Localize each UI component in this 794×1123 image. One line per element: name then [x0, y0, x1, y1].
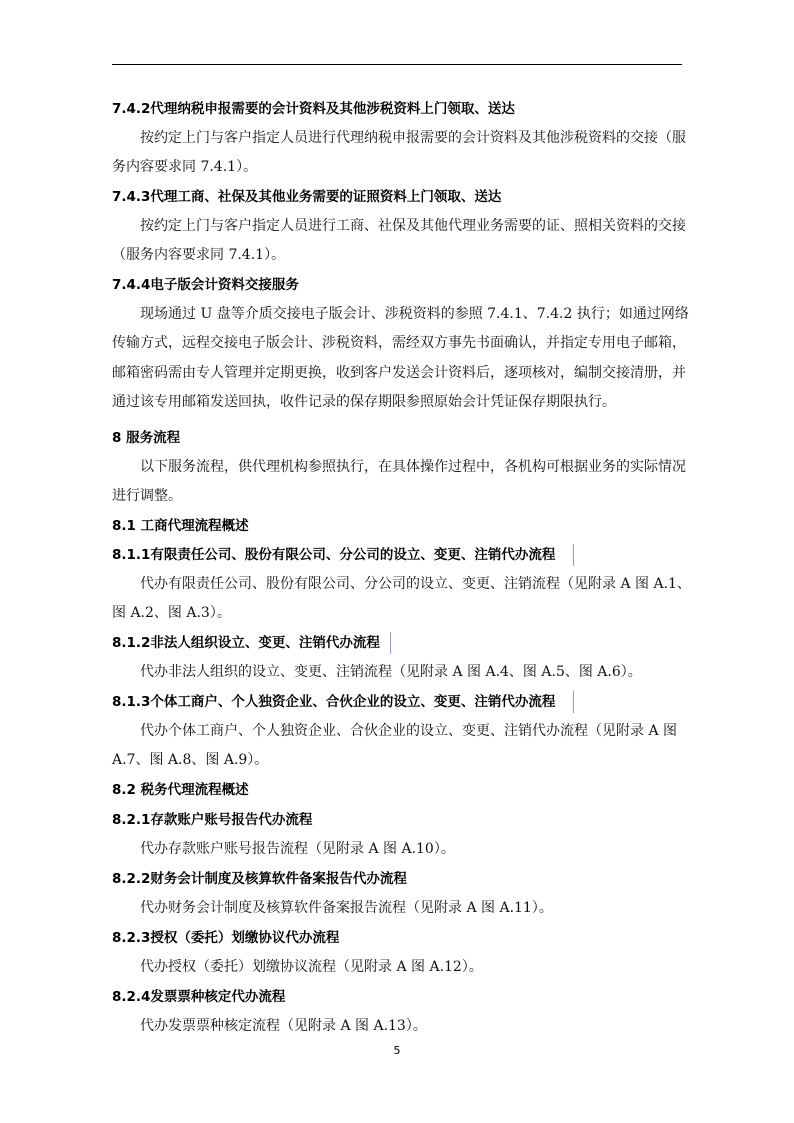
paragraph-line: 代办个体工商户、个人独资企业、合伙企业的设立、变更、注销代办流程（见附录 A 图 [140, 723, 678, 739]
section-heading-8-2-3: 8.2.3授权（委托）划缴协议代办流程 [112, 930, 340, 946]
paragraph-line: 通过该专用邮箱发送回执，收件记录的保存期限参照原始会计凭证保存期限执行。 [112, 394, 616, 410]
text-cursor [573, 691, 574, 713]
paragraph-line: 代办财务会计制度及核算软件备案报告流程（见附录 A 图 A.11）。 [140, 900, 553, 916]
paragraph-line: 传输方式，远程交接电子版会计、涉税资料，需经双方事先书面确认，并指定专用电子邮箱， [112, 335, 686, 351]
section-heading-7-4-4: 7.4.4电子版会计资料交接服务 [112, 277, 299, 293]
section-heading-8-2-2: 8.2.2财务会计制度及核算软件备案报告代办流程 [112, 871, 407, 887]
section-heading-8: 8 服务流程 [112, 430, 181, 446]
paragraph-line: 代办有限责任公司、股份有限公司、分公司的设立、变更、注销流程（见附录 A 图 A.1、 [140, 576, 691, 592]
paragraph-line: 邮箱密码需由专人管理并定期更换，收到客户发送会计资料后，逐项核对，编制交接清册，并 [112, 365, 686, 381]
section-heading-8-2-4: 8.2.4发票票种核定代办流程 [112, 989, 286, 1005]
paragraph-line: （服务内容要求同 7.4.1）。 [112, 247, 286, 263]
text-cursor [390, 632, 391, 654]
paragraph-line: 代办非法人组织的设立、变更、注销流程（见附录 A 图 A.4、图 A.5、图 A.6）。 [140, 664, 642, 680]
section-heading-8-1-2: 8.1.2非法人组织设立、变更、注销代办流程 [112, 635, 380, 651]
paragraph-line: 图 A.2、图 A.3）。 [112, 605, 231, 621]
paragraph-line: 现场通过 U 盘等介质交接电子版会计、涉税资料的参照 7.4.1、7.4.2 执行；如通过网络 [140, 306, 689, 322]
paragraph-line: 进行调整。 [112, 488, 182, 504]
paragraph-line: 代办存款账户账号报告流程（见附录 A 图 A.10）。 [140, 841, 455, 857]
text-cursor [573, 544, 574, 566]
paragraph-line: A.7、图 A.8、图 A.9）。 [112, 752, 269, 768]
section-heading-7-4-3: 7.4.3代理工商、社保及其他业务需要的证照资料上门领取、送达 [112, 189, 502, 205]
section-heading-8-1-1: 8.1.1有限责任公司、股份有限公司、分公司的设立、变更、注销代办流程 [112, 547, 556, 563]
section-heading-7-4-2: 7.4.2代理纳税申报需要的会计资料及其他涉税资料上门领取、送达 [112, 101, 515, 117]
paragraph-line: 以下服务流程，供代理机构参照执行，在具体操作过程中，各机构可根据业务的实际情况 [140, 459, 686, 475]
paragraph-line: 务内容要求同 7.4.1）。 [112, 159, 258, 175]
section-heading-8-2-1: 8.2.1存款账户账号报告代办流程 [112, 812, 313, 828]
paragraph-line: 代办授权（委托）划缴协议流程（见附录 A 图 A.12）。 [140, 959, 483, 975]
paragraph-line: 按约定上门与客户指定人员进行工商、社保及其他代理业务需要的证、照相关资料的交接 [140, 218, 686, 234]
header-rule [112, 64, 682, 65]
section-heading-8-2: 8.2 税务代理流程概述 [112, 782, 249, 798]
section-heading-8-1-3: 8.1.3个体工商户、个人独资企业、合伙企业的设立、变更、注销代办流程 [112, 694, 556, 710]
paragraph-line: 代办发票票种核定流程（见附录 A 图 A.13）。 [140, 1018, 427, 1034]
section-heading-8-1: 8.1 工商代理流程概述 [112, 518, 249, 534]
page-number: 5 [393, 1044, 401, 1057]
paragraph-line: 按约定上门与客户指定人员进行代理纳税申报需要的会计资料及其他涉税资料的交接（服 [140, 130, 686, 146]
